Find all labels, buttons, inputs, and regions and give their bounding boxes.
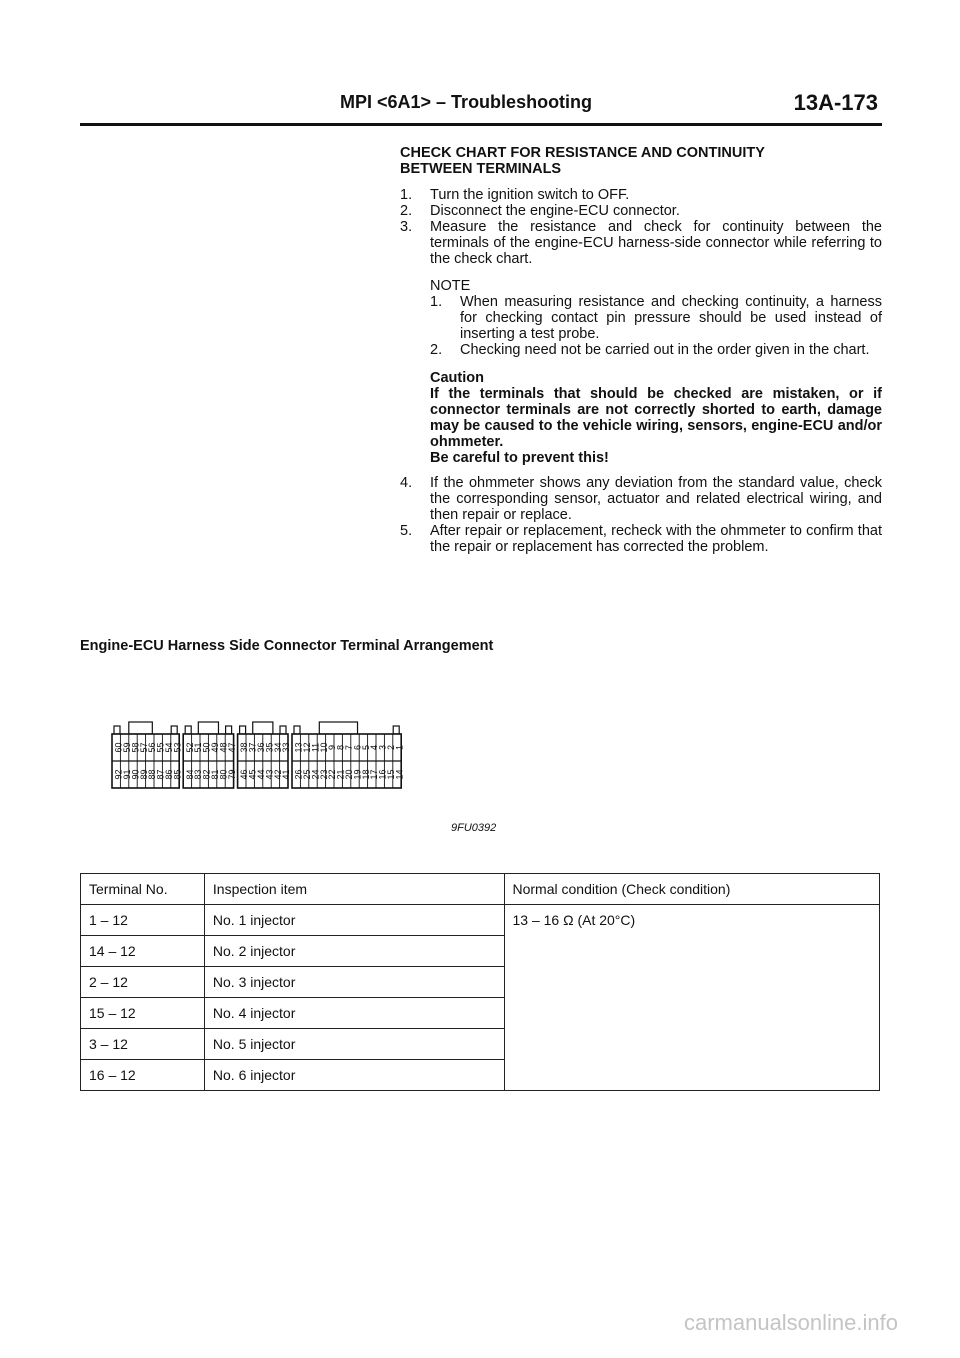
- header-terminal-no: Terminal No.: [81, 874, 205, 905]
- terminal-label: 2: [385, 744, 396, 751]
- terminal-label: 81: [209, 769, 220, 780]
- terminal-label: 90: [130, 769, 141, 780]
- terminal-label: 14: [394, 769, 405, 780]
- item-cell: No. 6 injector: [204, 1060, 504, 1091]
- terminal-label: 55: [155, 742, 166, 753]
- page-number: 13A-173: [793, 90, 878, 115]
- terminal-cell: 2 – 12: [81, 967, 205, 998]
- terminal-label: 80: [218, 769, 229, 780]
- terminal-label: 92: [113, 769, 124, 780]
- step-1: 1. Turn the ignition switch to OFF.: [400, 187, 630, 203]
- watermark: carmanualsonline.info: [683, 1310, 898, 1335]
- terminal-cell: 1 – 12: [81, 905, 205, 936]
- terminal-label: 23: [318, 769, 329, 780]
- terminal-label: 42: [272, 769, 283, 780]
- step-5: 5. After repair or replacement, recheck with the ohmmeter to confirm that the repair or replacement has corrected the problem.: [400, 523, 882, 555]
- terminal-cell: 15 – 12: [81, 998, 205, 1029]
- connector-latch: [253, 722, 273, 734]
- terminal-label: 44: [255, 769, 266, 780]
- terminal-label: 16: [377, 769, 388, 780]
- terminal-label: 43: [264, 769, 275, 780]
- connector-key-tab: [226, 726, 232, 734]
- connector-key-tab: [294, 726, 300, 734]
- terminal-label: 5: [360, 744, 371, 751]
- terminal-label: 58: [130, 742, 141, 753]
- terminal-label: 21: [335, 769, 346, 780]
- terminal-label: 83: [193, 769, 204, 780]
- terminal-label: 50: [201, 742, 212, 753]
- terminal-label: 52: [184, 742, 195, 753]
- terminal-label: 57: [138, 742, 149, 753]
- terminal-label: 4: [369, 744, 380, 751]
- table-row: [81, 905, 880, 936]
- terminal-label: 12: [301, 742, 312, 753]
- terminal-label: 7: [343, 744, 354, 751]
- terminal-label: 8: [335, 744, 346, 751]
- terminal-label: 82: [201, 769, 212, 780]
- terminal-label: 49: [209, 742, 220, 753]
- terminal-label: 86: [163, 769, 174, 780]
- caution-block: [430, 370, 882, 466]
- terminal-label: 22: [327, 769, 338, 780]
- note-item-1: 1. When measuring resistance and checking continuity, a harness for checking contact pin pressure should be used instead of inserting a test probe.: [430, 294, 882, 342]
- note-item-2: 2. Checking need not be carried out in the order given in the chart.: [430, 342, 870, 358]
- note-block: [430, 278, 882, 358]
- terminal-label: 11: [310, 742, 321, 753]
- terminal-cell: 14 – 12: [81, 936, 205, 967]
- terminal-label: 56: [147, 742, 158, 753]
- terminal-label: 34: [272, 742, 283, 753]
- terminal-label: 24: [310, 769, 321, 780]
- terminal-label: 9: [327, 744, 338, 751]
- terminal-label: 45: [247, 769, 258, 780]
- terminal-label: 35: [264, 742, 275, 753]
- terminal-label: 60: [113, 742, 124, 753]
- item-cell: No. 2 injector: [204, 936, 504, 967]
- check-chart-title: CHECK CHART FOR RESISTANCE AND CONTINUITY BETWEEN TERMINALS: [400, 145, 765, 177]
- connector-key-tab: [114, 726, 120, 734]
- caution-heading: Caution: [430, 370, 484, 386]
- terminal-label: 88: [147, 769, 158, 780]
- terminal-label: 47: [226, 742, 237, 753]
- page-header: [80, 90, 880, 120]
- terminal-label: 18: [360, 769, 371, 780]
- terminal-label: 51: [193, 742, 204, 753]
- terminal-cell: 3 – 12: [81, 1029, 205, 1060]
- terminal-label: 17: [369, 769, 380, 780]
- terminal-label: 53: [172, 742, 183, 753]
- step-4: 4. If the ohmmeter shows any deviation from the standard value, check the corresponding sensor, actuator and related electrical wiring, and then repair or replace.: [400, 475, 882, 523]
- terminal-cell: 16 – 12: [81, 1060, 205, 1091]
- header-rule: [80, 123, 882, 126]
- terminal-label: 33: [281, 742, 292, 753]
- terminal-label: 79: [226, 769, 237, 780]
- table-header-row: [81, 874, 880, 905]
- header-normal-condition: Normal condition (Check condition): [504, 874, 880, 905]
- step-3: 3. Measure the resistance and check for continuity between the terminals of the engine-ECU harness-side connector while referring to the check chart.: [400, 219, 882, 267]
- header-inspection-item: Inspection item: [204, 874, 504, 905]
- terminal-label: 10: [318, 742, 329, 753]
- terminal-label: 13: [293, 742, 304, 753]
- terminal-label: 25: [301, 769, 312, 780]
- terminal-label: 15: [385, 769, 396, 780]
- terminal-label: 46: [239, 769, 250, 780]
- terminal-label: 3: [377, 744, 388, 751]
- terminal-label: 87: [155, 769, 166, 780]
- caution-emphasis: Be careful to prevent this!: [430, 450, 609, 466]
- connector-latch: [319, 722, 357, 734]
- terminal-label: 91: [121, 769, 132, 780]
- item-cell: No. 4 injector: [204, 998, 504, 1029]
- page-title: MPI <6A1> – Troubleshooting: [340, 92, 593, 112]
- step-2: 2. Disconnect the engine-ECU connector.: [400, 203, 680, 219]
- terminal-label: 54: [163, 742, 174, 753]
- connector-latch: [198, 722, 218, 734]
- terminal-label: 85: [172, 769, 183, 780]
- terminal-label: 48: [218, 742, 229, 753]
- terminal-label: 36: [255, 742, 266, 753]
- terminal-label: 84: [184, 769, 195, 780]
- figure-code: 9FU0392: [451, 822, 497, 834]
- note-heading: NOTE: [430, 278, 471, 294]
- connector-latch: [129, 722, 153, 734]
- terminal-label: 19: [352, 769, 363, 780]
- check-chart-table: [80, 873, 880, 1091]
- connector-key-tab: [280, 726, 286, 734]
- terminal-label: 26: [293, 769, 304, 780]
- steps-list-continued: [400, 475, 882, 555]
- steps-list: [400, 187, 882, 267]
- connector-key-tab: [171, 726, 177, 734]
- caution-text: If the terminals that should be checked are mistaken, or if connector terminals are not correctly shorted to earth, damage may be caused to the vehicle wiring, sensors, engine-ECU and/or ohmmeter.: [430, 386, 882, 450]
- connector-key-tab: [185, 726, 191, 734]
- connector-key-tab: [240, 726, 246, 734]
- terminal-label: 37: [247, 742, 258, 753]
- terminal-label: 59: [121, 742, 132, 753]
- item-cell: No. 3 injector: [204, 967, 504, 998]
- check-chart-procedure: [400, 145, 882, 555]
- condition-cell: 13 – 16 Ω (At 20°C): [504, 905, 880, 1091]
- item-cell: No. 1 injector: [204, 905, 504, 936]
- terminal-label: 1: [394, 744, 405, 751]
- terminal-label: 6: [352, 744, 363, 751]
- connector-key-tab: [393, 726, 399, 734]
- item-cell: No. 5 injector: [204, 1029, 504, 1060]
- terminal-label: 20: [343, 769, 354, 780]
- terminal-label: 41: [281, 769, 292, 780]
- connector-diagram: [110, 720, 482, 816]
- terminal-label: 89: [138, 769, 149, 780]
- terminal-label: 38: [239, 742, 250, 753]
- connector-section-heading: Engine-ECU Harness Side Connector Terminal Arrangement: [80, 638, 494, 654]
